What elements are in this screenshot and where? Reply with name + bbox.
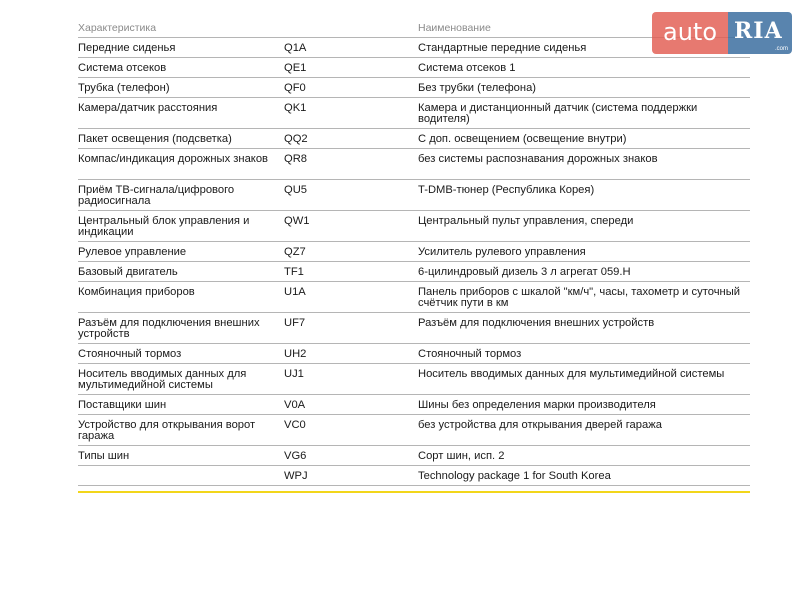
cell-code: WPJ	[284, 466, 418, 486]
cell-name: Без трубки (телефона)	[418, 78, 750, 98]
cell-code: UH2	[284, 344, 418, 364]
equipment-table	[78, 16, 750, 486]
cell-code: QZ7	[284, 242, 418, 262]
cell-name: 6-цилиндровый дизель 3 л агрегат 059.H	[418, 262, 750, 282]
cell-name: Носитель вводимых данных для мультимедийной системы	[418, 364, 750, 395]
cell-characteristic: Комбинация приборов	[78, 282, 284, 313]
cell-characteristic	[78, 466, 284, 486]
cell-code: QE1	[284, 58, 418, 78]
cell-characteristic: Разъём для подключения внешних устройств	[78, 313, 284, 344]
cell-name: Стандартные передние сиденья	[418, 38, 750, 58]
cell-characteristic: Компас/индикация дорожных знаков	[78, 149, 284, 180]
yellow-footer-rule	[78, 491, 750, 493]
table-row	[78, 98, 750, 129]
cell-characteristic: Приём ТВ-сигнала/цифрового радиосигнала	[78, 180, 284, 211]
table-row	[78, 129, 750, 149]
table-row	[78, 282, 750, 313]
cell-code: QF0	[284, 78, 418, 98]
cell-characteristic: Поставщики шин	[78, 395, 284, 415]
watermark-com-text: .com	[774, 46, 788, 52]
cell-characteristic: Базовый двигатель	[78, 262, 284, 282]
cell-characteristic: Передние сиденья	[78, 38, 284, 58]
table-row	[78, 415, 750, 446]
cell-name: Камера и дистанционный датчик (система поддержки водителя)	[418, 98, 750, 129]
cell-characteristic: Трубка (телефон)	[78, 78, 284, 98]
table-row	[78, 313, 750, 344]
watermark-ria-badge	[728, 12, 792, 54]
cell-code: U1A	[284, 282, 418, 313]
cell-characteristic: Камера/датчик расстояния	[78, 98, 284, 129]
cell-name: С доп. освещением (освещение внутри)	[418, 129, 750, 149]
cell-code: QW1	[284, 211, 418, 242]
table-row	[78, 242, 750, 262]
cell-code: VG6	[284, 446, 418, 466]
cell-name: Technology package 1 for South Korea	[418, 466, 750, 486]
table-row	[78, 262, 750, 282]
cell-name: T-DMB-тюнер (Республика Корея)	[418, 180, 750, 211]
cell-name: Разъём для подключения внешних устройств	[418, 313, 750, 344]
cell-name: Центральный пульт управления, спереди	[418, 211, 750, 242]
cell-characteristic: Рулевое управление	[78, 242, 284, 262]
table-row	[78, 364, 750, 395]
table-row	[78, 211, 750, 242]
equipment-table-container	[78, 16, 750, 486]
table-row	[78, 446, 750, 466]
cell-name: без системы распознавания дорожных знаков	[418, 149, 750, 180]
cell-code: QU5	[284, 180, 418, 211]
header-code	[284, 16, 418, 38]
cell-code: QR8	[284, 149, 418, 180]
cell-name: Стояночный тормоз	[418, 344, 750, 364]
cell-characteristic: Система отсеков	[78, 58, 284, 78]
cell-code: UJ1	[284, 364, 418, 395]
watermark-ria-text: RIA	[734, 18, 783, 44]
autoria-watermark	[652, 12, 792, 54]
table-row	[78, 180, 750, 211]
table-row	[78, 78, 750, 98]
cell-code: QQ2	[284, 129, 418, 149]
cell-code: V0A	[284, 395, 418, 415]
cell-characteristic: Устройство для открывания ворот гаража	[78, 415, 284, 446]
cell-name: Панель приборов с шкалой "км/ч", часы, тахометр и суточный счётчик пути в км	[418, 282, 750, 313]
cell-name: Шины без определения марки производителя	[418, 395, 750, 415]
table-row	[78, 344, 750, 364]
cell-name: без устройства для открывания дверей гаража	[418, 415, 750, 446]
header-characteristic: Характеристика	[78, 16, 284, 38]
cell-characteristic: Пакет освещения (подсветка)	[78, 129, 284, 149]
cell-code: TF1	[284, 262, 418, 282]
header-name: Наименование	[418, 16, 750, 38]
cell-characteristic: Типы шин	[78, 446, 284, 466]
table-row	[78, 149, 750, 180]
watermark-auto-text: auto	[652, 12, 728, 54]
table-header-row	[78, 16, 750, 38]
cell-code: QK1	[284, 98, 418, 129]
table-row	[78, 58, 750, 78]
cell-characteristic: Носитель вводимых данных для мультимедийной системы	[78, 364, 284, 395]
cell-name: Сорт шин, исп. 2	[418, 446, 750, 466]
cell-characteristic: Стояночный тормоз	[78, 344, 284, 364]
table-row	[78, 38, 750, 58]
cell-code: VC0	[284, 415, 418, 446]
table-row	[78, 466, 750, 486]
cell-name: Усилитель рулевого управления	[418, 242, 750, 262]
cell-code: UF7	[284, 313, 418, 344]
cell-characteristic: Центральный блок управления и индикации	[78, 211, 284, 242]
cell-name: Система отсеков 1	[418, 58, 750, 78]
cell-code: Q1A	[284, 38, 418, 58]
table-row	[78, 395, 750, 415]
